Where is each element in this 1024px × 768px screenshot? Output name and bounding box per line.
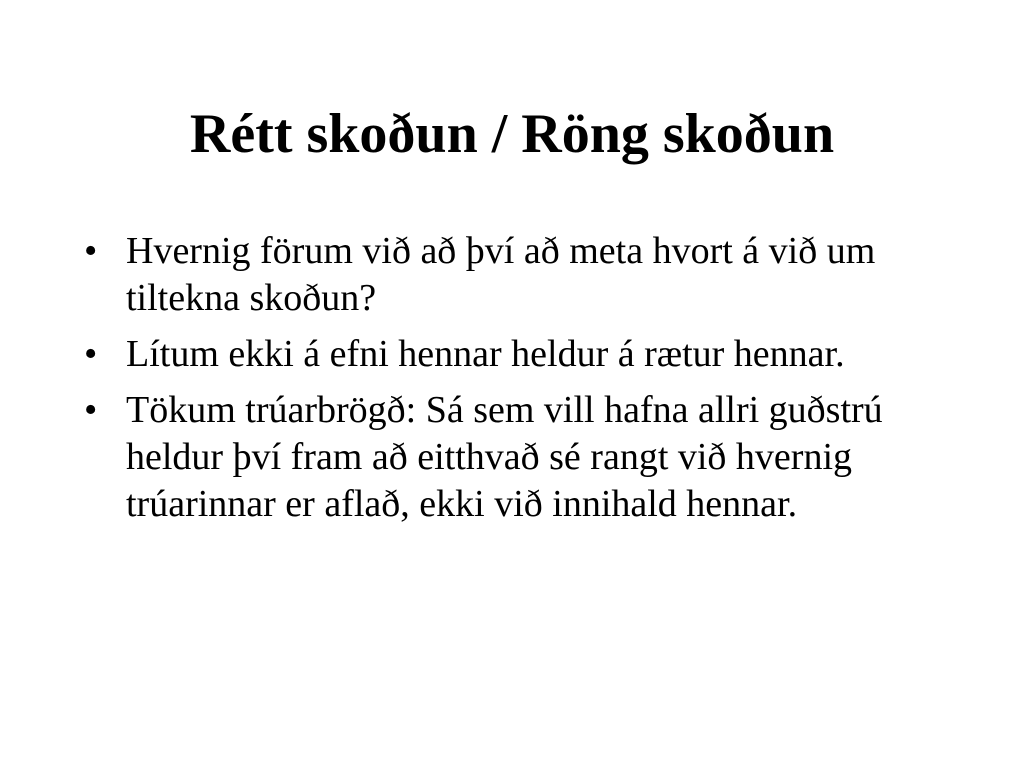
bullet-list bbox=[84, 228, 944, 537]
bullet-marker: • bbox=[84, 389, 98, 431]
bullet-item bbox=[84, 331, 944, 378]
bullet-marker: • bbox=[84, 333, 98, 375]
bullet-text: Lítum ekki á efni hennar heldur á rætur hennar. bbox=[126, 333, 845, 375]
bullet-text: Tökum trúarbrögð: Sá sem vill hafna allri guðstrú heldur því fram að eitthvað sé rangt við hvernig trúarinnar er aflað, ekki við innihald hennar. bbox=[126, 389, 883, 525]
slide-title: Rétt skoðun / Röng skoðun bbox=[189, 103, 835, 165]
bullet-marker: • bbox=[84, 230, 98, 272]
bullet-text: Hvernig förum við að því að meta hvort á við um tiltekna skoðun? bbox=[126, 230, 876, 319]
bullet-item bbox=[84, 228, 944, 322]
bullet-item bbox=[84, 387, 944, 528]
